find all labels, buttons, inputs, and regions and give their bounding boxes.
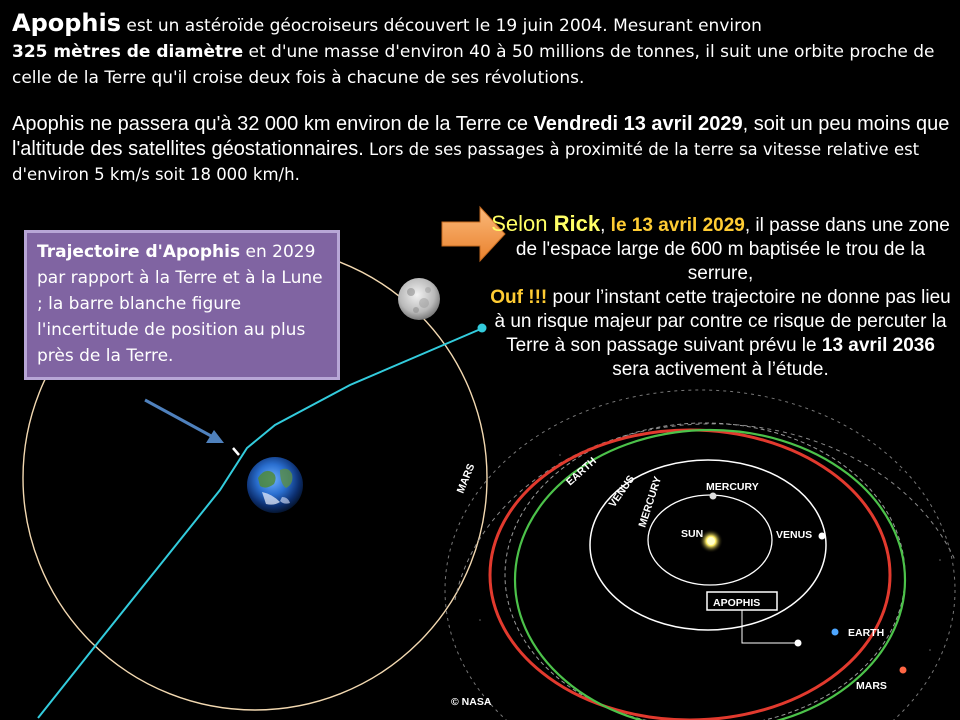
rick-line3: sera activement à l’étude.: [612, 359, 829, 380]
callout-title: Trajectoire d'Apophis: [37, 242, 241, 262]
label-earth: EARTH: [848, 627, 885, 639]
earth-orbit: [505, 423, 905, 720]
rick-date1: le 13 avril 2029: [610, 215, 745, 236]
mars-orbit-outer: [455, 424, 955, 600]
intro-line2: et d'une masse d'environ 40 à 50 millions de tonnes, il suit une orbite proche de celle de la Terre qu'il croise deux fois à chacune de ses révolutions.: [12, 42, 935, 88]
passage-date: Vendredi 13 avril 2029: [533, 113, 743, 135]
apophis-leader: [742, 610, 795, 643]
intro-line1: est un astéroïde géocroiseurs découvert le 19 juin 2004. Mesurant environ: [121, 16, 762, 36]
apophis-name: Apophis: [12, 9, 122, 37]
sun-dot: [707, 537, 715, 545]
nasa-credit: © NASA: [451, 696, 492, 708]
rick-name: Rick: [553, 211, 601, 236]
label-mars: MARS: [856, 680, 887, 692]
pointer-arrowhead: [206, 430, 224, 443]
apophis-trajectory: [38, 328, 483, 718]
venus-dot: [819, 533, 826, 540]
mercury-dot: [710, 493, 717, 500]
passage-part1: Apophis ne passera qu'à 32 000 km environ de la Terre ce: [12, 113, 534, 135]
mars-orbit-dashed: [445, 390, 955, 720]
earth-dot: [832, 629, 839, 636]
apophis-dot: [795, 640, 802, 647]
intro-diameter: 325 mètres de diamètre: [12, 42, 244, 62]
label-mercury: MERCURY: [706, 481, 759, 493]
label-earth-arc: EARTH: [563, 455, 599, 489]
label-venus: VENUS: [776, 529, 813, 541]
label-mercury-arc: MERCURY: [636, 475, 665, 529]
passage-part2: , soit un peu moins que l'altitude des satellites géostationnaires.: [12, 113, 950, 160]
label-venus-arc: VENUS: [606, 473, 638, 510]
earth-globe: [247, 457, 303, 513]
callout-text: en 2029 par rapport à la Terre et à la Lune ; la barre blanche figure l'incertitude de position au plus près de la Terre.: [37, 242, 323, 366]
trajectory-callout: [24, 230, 340, 380]
rick-line2: pour l’instant cette trajectoire ne donne pas lieu à un risque majeur par contre ce risque de percuter la Terre à son passage suivant prévu le: [494, 287, 951, 356]
rick-date2: 13 avril 2036: [821, 335, 935, 356]
rick-selon: Selon: [491, 211, 554, 236]
intro-paragraph: [12, 10, 952, 91]
rick-ouf: Ouf !!!: [490, 287, 548, 308]
passage-part3: Lors de ses passages à proximité de la terre sa vitesse relative est d'environ 5 km/s soit 18 000 km/h.: [12, 140, 920, 184]
moon: [398, 278, 440, 320]
uncertainty-bar: [233, 448, 239, 455]
label-sun: SUN: [681, 528, 704, 540]
pointer-arrow: [145, 400, 213, 437]
apophis-orbit-red: [490, 430, 890, 720]
orbit-diagram: [445, 390, 955, 720]
rick-comma: ,: [600, 215, 611, 236]
trajectory-endpoint: [478, 324, 487, 333]
rick-paragraph: [488, 212, 953, 382]
passage-paragraph: [12, 112, 957, 187]
rick-line1: , il passe dans une zone de l'espace large de 600 m baptisée le trou de la serrure,: [515, 215, 950, 284]
label-mars-arc: MARS: [454, 461, 478, 496]
label-apophis: APOPHIS: [713, 597, 761, 609]
mars-dot: [900, 667, 907, 674]
